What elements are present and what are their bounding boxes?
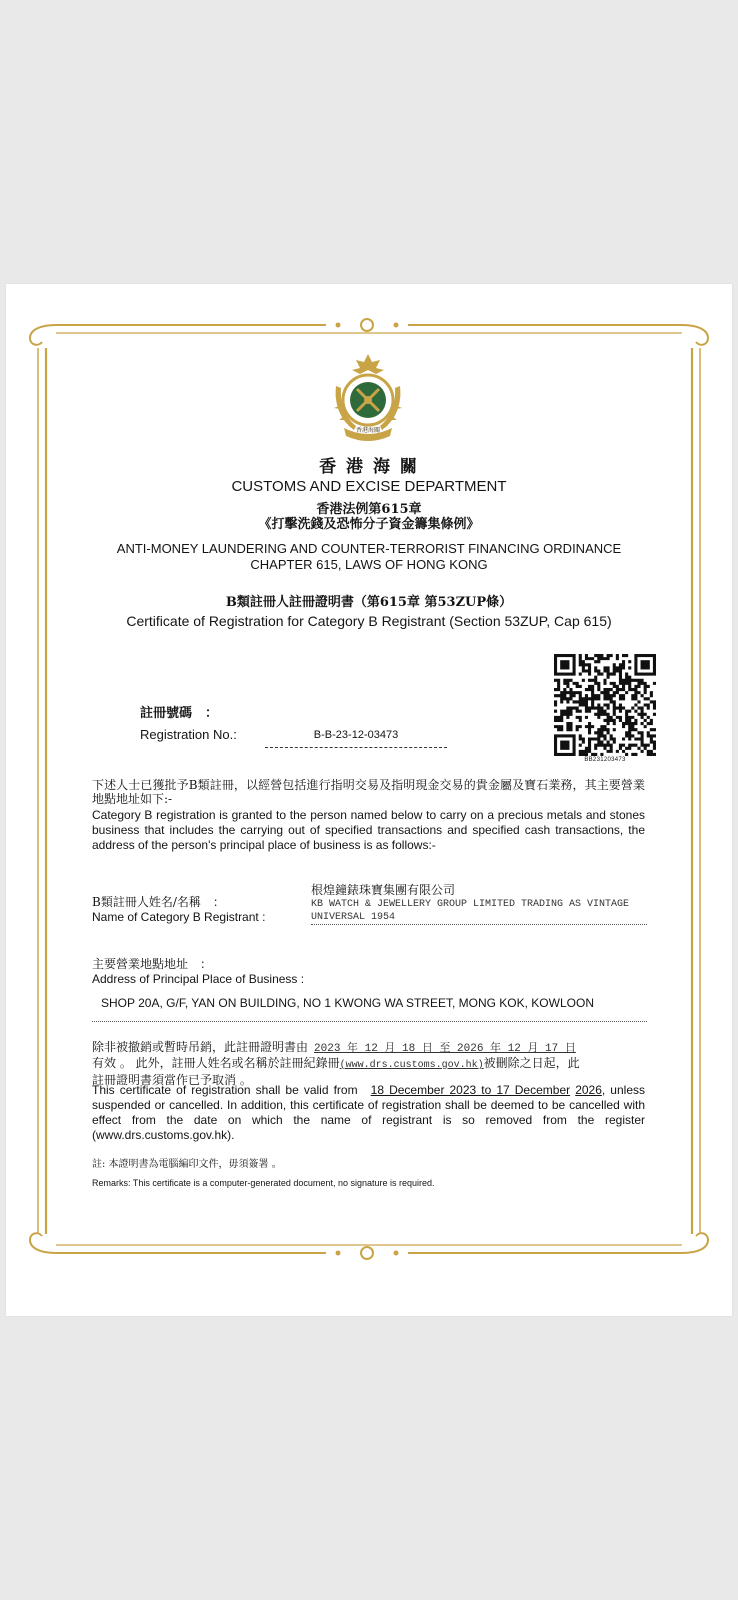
ordinance-title-en: ANTI-MONEY LAUNDERING AND COUNTER-TERRORIST FINANCING ORDINANCE xyxy=(116,541,622,556)
remarks-zh: 註: 本證明書為電腦編印文件，毋須簽署 。 xyxy=(92,1159,282,1170)
validity-zh-line2 xyxy=(92,1056,652,1073)
grant-statement-zh: 下述人士已獲批予B類註冊，以經營包括進行指明交易及指明現金交易的貴金屬及寶石業務，其主要營業地點地址如下:- xyxy=(92,778,645,806)
validity-zh-suffix: 被刪除之日起，此 xyxy=(483,1056,580,1070)
certificate-title-en: Certificate of Registration for Category B Registrant (Section 53ZUP, Cap 615) xyxy=(126,613,612,629)
remarks-en: Remarks: This certificate is a computer-generated document, no signature is required. xyxy=(92,1178,435,1188)
department-name-en: CUSTOMS AND EXCISE DEPARTMENT xyxy=(231,478,507,495)
address-label-en: Address of Principal Place of Business : xyxy=(92,972,305,986)
validity-zh-line3: 註冊證明書須當作已予取消 。 xyxy=(92,1073,252,1087)
register-url-zh: (www.drs.customs.gov.hk) xyxy=(339,1060,484,1071)
emblem-ribbon-text: 香港海關 xyxy=(355,427,380,434)
validity-en-suffix: , unless suspended or cancelled. In addition, this certificate of registration shall be deemed to be cancelled with effect from the date on which the name of registrant is so removed from the register (www.drs.customs.gov.hk). xyxy=(92,1083,645,1142)
validity-period-en: 18 December 2023 to 17 December xyxy=(370,1083,571,1097)
qr-code-caption: BB231203473 xyxy=(584,757,626,763)
validity-zh-line1 xyxy=(92,1040,652,1056)
registrant-label-en: Name of Category B Registrant : xyxy=(92,910,266,924)
registration-number: B-B-23-12-03473 xyxy=(265,729,447,748)
department-name-zh: 香 港 海 關 xyxy=(319,457,419,477)
grant-statement-en: Category B registration is granted to the person named below to carry on a precious metals and stones business that includes the carrying out of specified transactions and specified cash transactions, the address of the person's principal place of business is as follows:- xyxy=(92,808,645,852)
qr-code[interactable] xyxy=(554,654,656,756)
validity-zh-middle: 有效 。 此外，註冊人姓名或名稱於註冊紀錄冊 xyxy=(92,1056,340,1070)
certificate-title-zh: B類註冊人註冊證明書（第615章 第53ZUP條） xyxy=(225,595,513,610)
validity-period-zh: 2023 年 12 月 18 日 至 2026 年 12 月 17 日 xyxy=(314,1043,576,1055)
registration-label-en: Registration No.: xyxy=(140,727,237,742)
registrant-name-en-line2: UNIVERSAL 1954 xyxy=(311,911,647,925)
validity-statement-zh xyxy=(92,1040,652,1087)
validity-statement-en xyxy=(92,1083,645,1143)
address-label-zh: 主要營業地點地址 ： xyxy=(92,957,213,971)
validity-end-year: 2026 xyxy=(575,1083,602,1097)
ordinance-chapter-en: CHAPTER 615, LAWS OF HONG KONG xyxy=(250,557,488,572)
registrant-name-zh: 根煌鐘錶珠寶集團有限公司 xyxy=(311,883,456,897)
registrant-name-en-line1: KB WATCH & JEWELLERY GROUP LIMITED TRADING AS VINTAGE xyxy=(311,899,630,910)
registrant-label-zh: B類註冊人姓名/名稱 ： xyxy=(92,895,225,909)
validity-zh-prefix: 除非被撤銷或暫時吊銷，此註冊證明書由 xyxy=(92,1040,309,1054)
registration-label-zh: 註冊號碼 ： xyxy=(140,706,219,721)
business-address: SHOP 20A, G/F, YAN ON BUILDING, NO 1 KWONG WA STREET, MONG KOK, KOWLOON xyxy=(92,996,647,1022)
ordinance-title-zh: 《打擊洗錢及恐怖分子資金籌集條例》 xyxy=(258,517,480,532)
validity-en-prefix: This certificate of registration shall be valid from xyxy=(92,1083,358,1097)
ordinance-chapter-zh: 香港法例第615章 xyxy=(316,502,422,517)
